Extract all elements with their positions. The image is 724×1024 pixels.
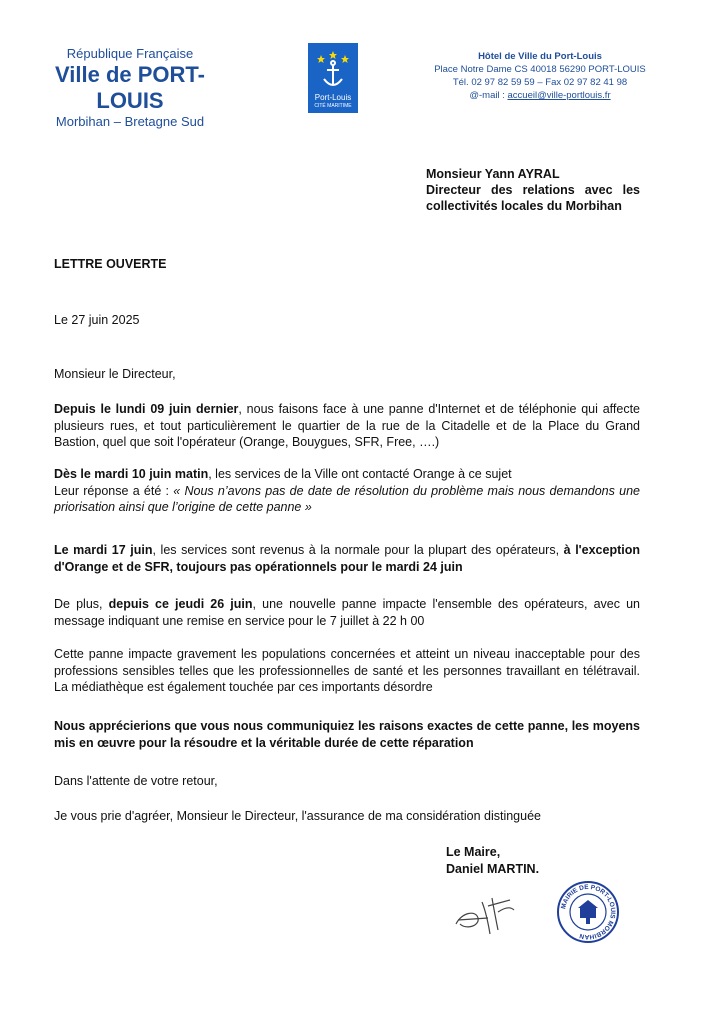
official-stamp bbox=[556, 880, 620, 944]
paragraph-2 bbox=[54, 466, 640, 516]
p4-start: De plus, bbox=[54, 597, 109, 611]
town-hall-address: Place Notre Dame CS 40018 56290 PORT-LOUIS bbox=[434, 64, 646, 75]
p3-text: , les services sont revenus à la normale pour la plupart des opérateurs, bbox=[152, 543, 564, 557]
paragraph-6: Nous apprécierions que vous nous communiquiez les raisons exactes de cette panne, les moyens mis en œuvre pour la résoudre et la véritable durée de cette réparation bbox=[54, 719, 640, 750]
town-hall-phone: Tél. 02 97 82 59 59 – Fax 02 97 82 41 98 bbox=[452, 77, 628, 88]
paragraph-8: Je vous prie d'agréer, Monsieur le Directeur, l'assurance de ma considération distinguée bbox=[54, 809, 541, 823]
letter-type: LETTRE OUVERTE bbox=[54, 257, 167, 271]
paragraph-1 bbox=[54, 401, 640, 451]
town-hall-block bbox=[420, 50, 660, 102]
p2-quote: « Nous n’avons pas de date de résolution du problème mais nous demandons une priorisation ainsi que l’origine de cette panne » bbox=[54, 483, 640, 514]
port-louis-logo bbox=[308, 43, 358, 113]
signature-icon bbox=[448, 884, 528, 944]
svg-text:MAIRIE DE PORT-LOUIS MORBIHAN: MAIRIE DE PORT-LOUIS MORBIHAN bbox=[560, 883, 617, 941]
town-hall-title: Hôtel de Ville du Port-Louis bbox=[478, 51, 602, 62]
signature-block bbox=[446, 844, 539, 877]
logo-subtitle: CITÉ MARITIME bbox=[314, 103, 352, 109]
p2-text: , les services de la Ville ont contacté Orange à ce sujet bbox=[208, 467, 512, 481]
p2-line2: Leur réponse a été : bbox=[54, 483, 174, 498]
paragraph-7: Dans l'attente de votre retour, bbox=[54, 774, 218, 788]
p3-bold-2: à l'exception d'Orange et de SFR, toujours pas opérationnels pour le mardi 24 juin bbox=[54, 543, 640, 574]
paragraph-4 bbox=[54, 596, 640, 629]
signer-role: Le Maire, bbox=[446, 845, 501, 859]
handwritten-signature bbox=[448, 884, 528, 944]
p4-text: , une nouvelle panne impacte l'ensemble des opérateurs, avec un message indiquant une remise en service pour le 7 juillet à 22 h 00 bbox=[54, 597, 640, 628]
p4-bold: depuis ce jeudi 26 juin bbox=[108, 597, 253, 611]
mail-prefix: @-mail : bbox=[469, 90, 508, 101]
town-hall-mail-line bbox=[420, 89, 660, 102]
p3-bold-1: Le mardi 17 juin bbox=[54, 543, 153, 557]
paragraph-5: Cette panne impacte gravement les populations concernées et atteint un niveau inacceptable pour des professions sensibles telles que les professionnelles de santé et les personnes travaillant en télétravail. La médiathèque est également touchée par ces importants désordre bbox=[54, 647, 640, 694]
logo-name: Port-Louis bbox=[314, 93, 352, 102]
recipient-title: Directeur des relations avec les collectivités locales du Morbihan bbox=[426, 183, 640, 213]
recipient-name: Monsieur Yann AYRAL bbox=[426, 167, 560, 181]
republique-label: République Française bbox=[66, 46, 194, 61]
email-link[interactable]: accueil@ville-portlouis.fr bbox=[507, 90, 611, 101]
city-name: Ville de PORT-LOUIS bbox=[55, 62, 205, 113]
recipient-block bbox=[426, 166, 640, 214]
salutation: Monsieur le Directeur, bbox=[54, 367, 176, 381]
region-label: Morbihan – Bretagne Sud bbox=[55, 114, 205, 129]
p1-text: , nous faisons face à une panne d'Internet et de téléphonie qui affecte plusieurs rues, et tout particulièrement le quartier de la rue de la Citadelle et de la Place du Grand Bastion, quel que soit l'opérateur (Orange, Bouygues, SFR, Free, ….) bbox=[54, 402, 640, 449]
mairie-stamp-icon bbox=[556, 880, 620, 944]
sender-block bbox=[30, 46, 230, 130]
letter-date: Le 27 juin 2025 bbox=[54, 313, 140, 327]
p1-bold: Depuis le lundi 09 juin dernier bbox=[54, 402, 239, 416]
p2-bold: Dès le mardi 10 juin matin bbox=[54, 467, 209, 481]
paragraph-3 bbox=[54, 542, 640, 575]
signer-name: Daniel MARTIN. bbox=[446, 861, 540, 876]
